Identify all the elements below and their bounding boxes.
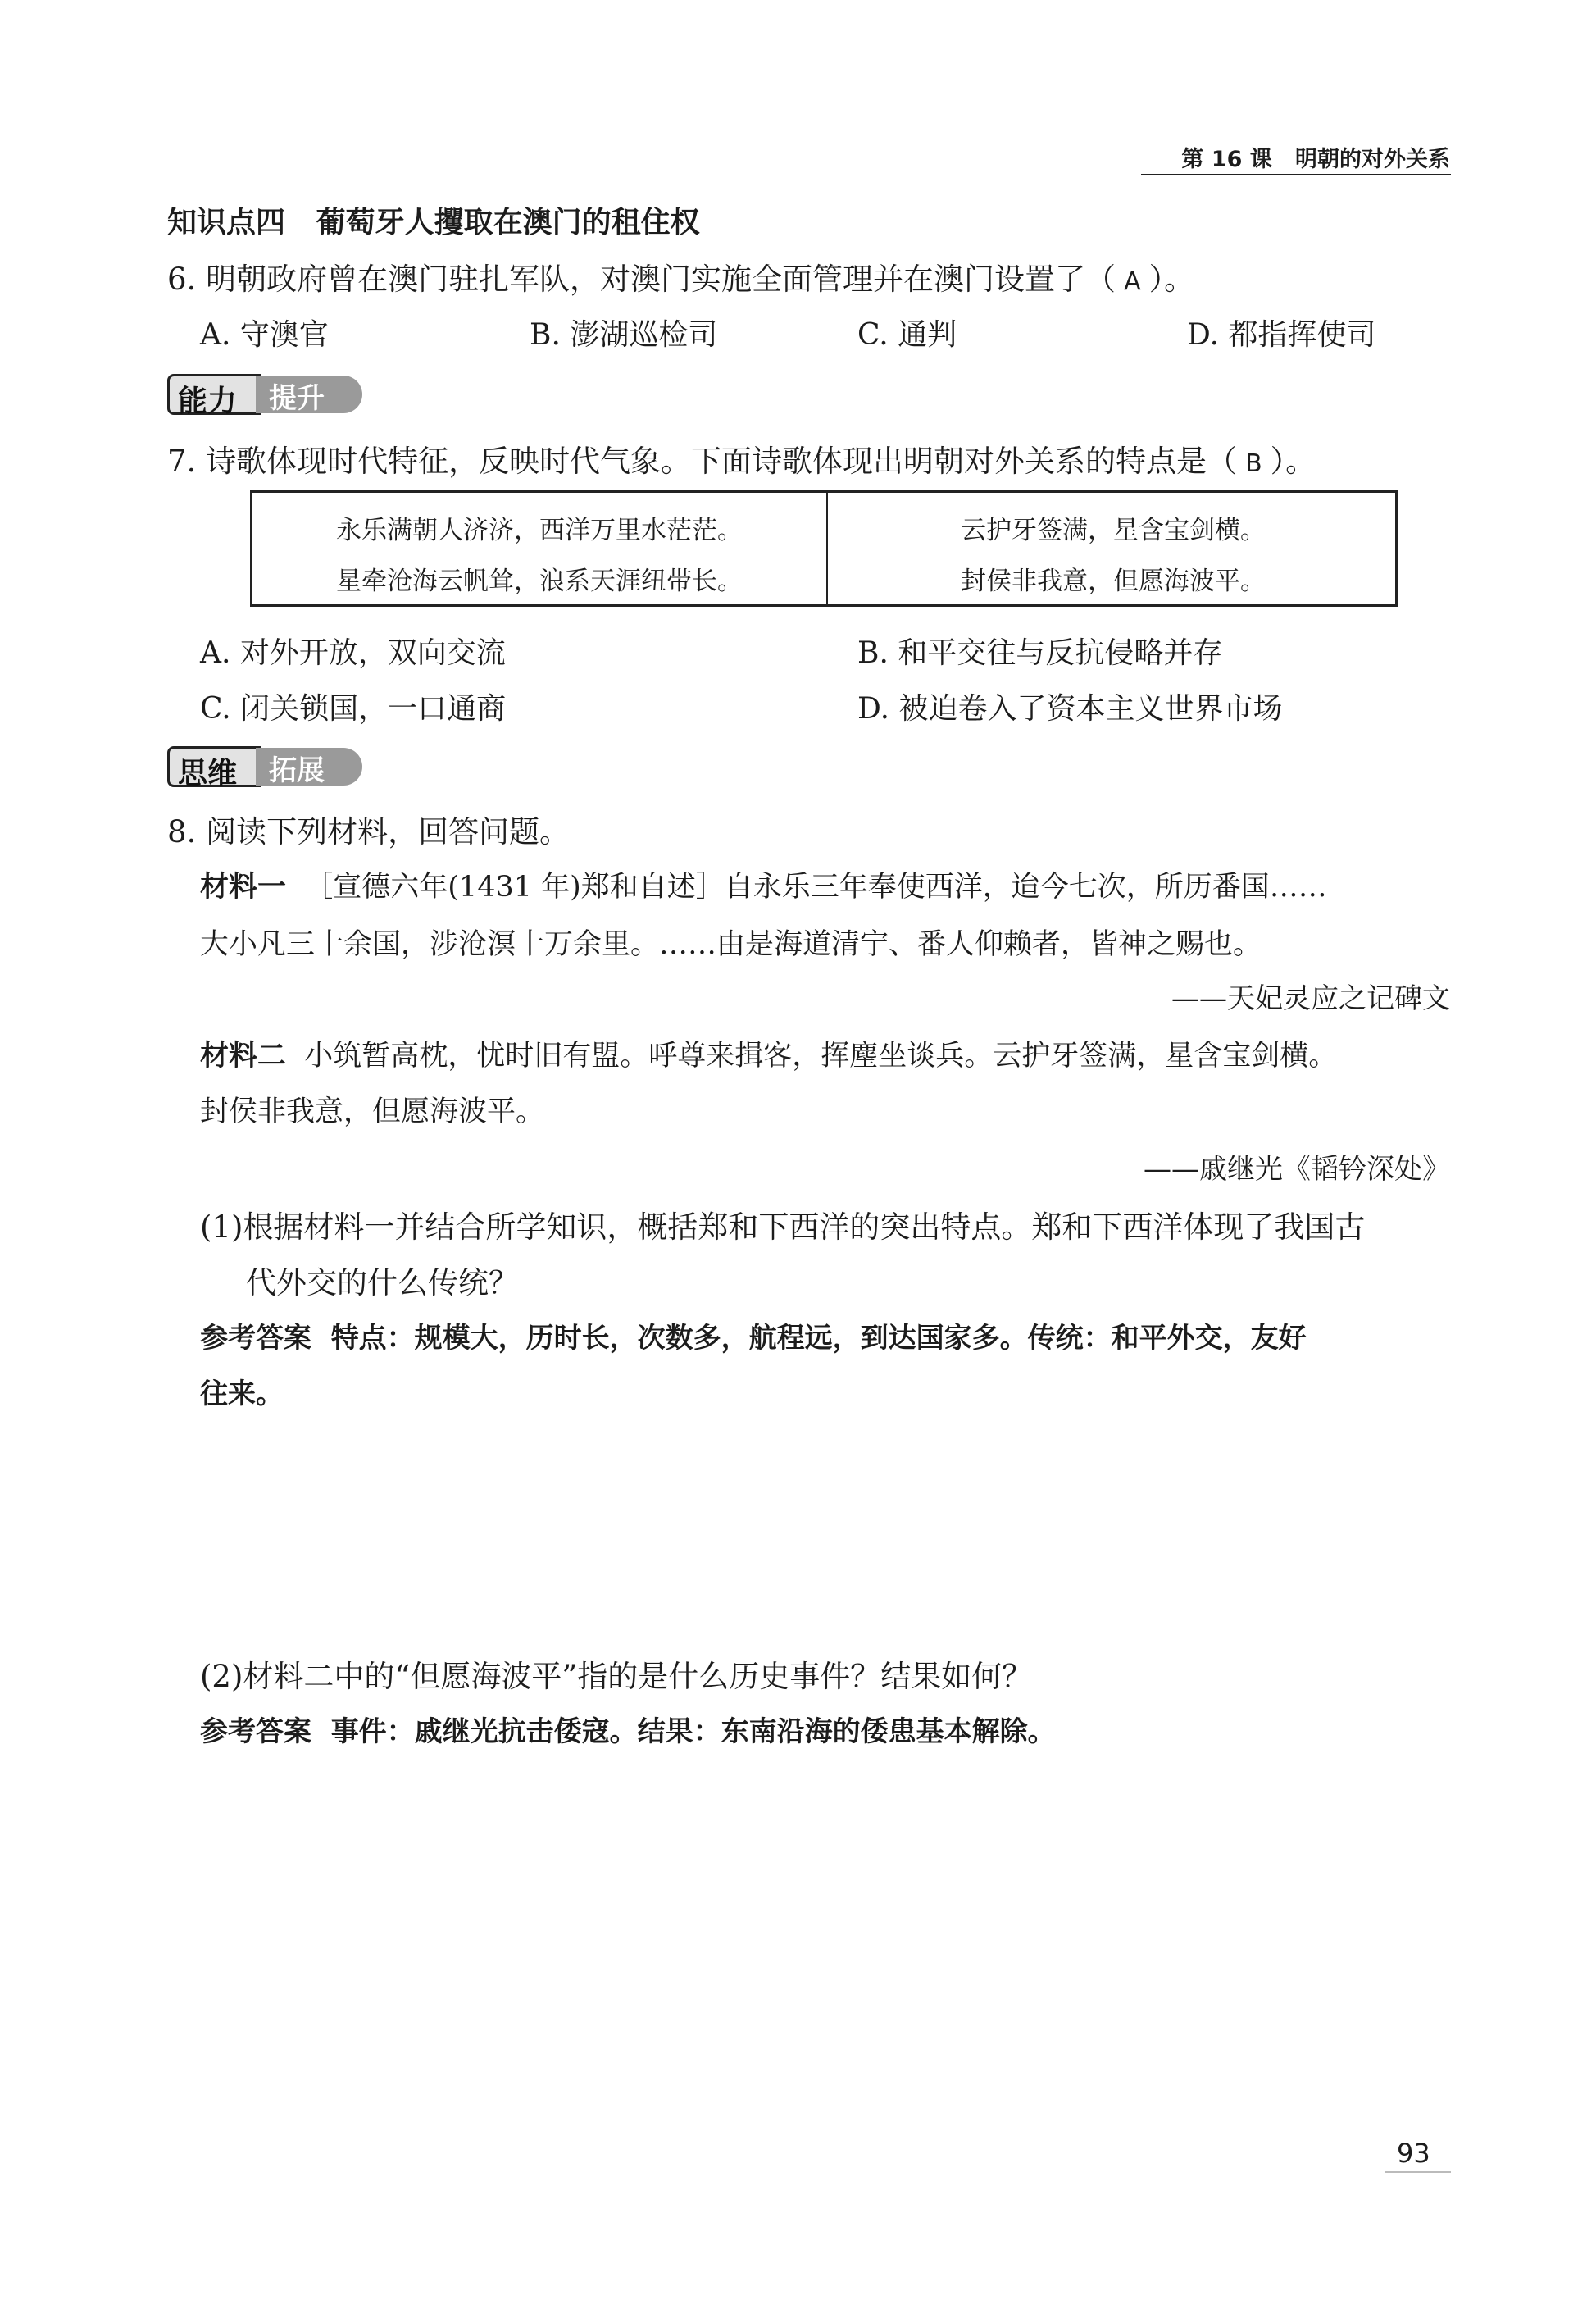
page-number: 93 (1397, 2138, 1430, 2169)
material-1-label: 材料一 (200, 871, 287, 904)
sub-question-2-answer: 参考答案 事件：戚继光抗击倭寇。结果：东南沿海的倭患基本解除。 (200, 1715, 1056, 1748)
question-6-option-b: B. 澎湖巡检司 (530, 318, 718, 352)
poem-table (250, 490, 1398, 607)
poem-right-line-1: 云护牙签满，星含宝剑横。 (961, 516, 1266, 545)
sub-question-1-line-1: (1)根据材料一并结合所学知识，概括郑和下西洋的突出特点。郑和下西洋体现了我国古 (200, 1209, 1366, 1245)
knowledge-point-label: 知识点四 (167, 206, 286, 239)
header-rule (1141, 174, 1451, 175)
question-7-answer: B (1245, 449, 1262, 478)
material-2-label: 材料二 (200, 1040, 287, 1073)
answer-label-2: 参考答案 (200, 1715, 311, 1748)
lesson-number: 第 16 课 (1181, 147, 1272, 172)
poem-left-line-2: 星牵沧海云帆耸，浪系天涯纽带长。 (336, 567, 743, 596)
material-2-line-2: 封侯非我意，但愿海波平。 (200, 1095, 545, 1128)
knowledge-point-heading (167, 199, 700, 241)
question-7-stem: 7. 诗歌体现时代特征，反映时代气象。下面诗歌体现出明朝对外关系的特点是（ B ）。 (167, 444, 1316, 479)
question-6-answer: A (1124, 267, 1141, 296)
question-6-option-d: D. 都指挥使司 (1187, 318, 1376, 352)
sub-question-1-answer-line-1: 参考答案 特点：规模大，历时长，次数多，航程远，到达国家多。传统：和平外交，友好 (200, 1322, 1307, 1355)
question-7-option-c: C. 闭关锁国，一口通商 (200, 692, 507, 726)
question-6-stem: 6. 明朝政府曾在澳门驻扎军队，对澳门实施全面管理并在澳门设置了（ A ）。 (167, 262, 1195, 297)
poem-right-line-2: 封侯非我意，但愿海波平。 (961, 567, 1266, 596)
sub-question-2-line-1: (2)材料二中的“但愿海波平”指的是什么历史事件？结果如何？ (200, 1659, 1033, 1694)
material-2-line-1: 材料二 小筑暂高枕，忧时旧有盟。呼尊来揖客，挥麈坐谈兵。云护牙签满，星含宝剑横。 (200, 1040, 1338, 1073)
question-7-option-a: A. 对外开放，双向交流 (200, 636, 506, 670)
material-1-line-2: 大小凡三十余国，涉沧溟十万余里。……由是海道清宁、番人仰赖者，皆神之赐也。 (200, 928, 1262, 961)
question-7-option-d: D. 被迫卷入了资本主义世界市场 (857, 692, 1283, 726)
question-6-option-c: C. 通判 (857, 318, 957, 352)
question-7-option-b: B. 和平交往与反抗侵略并存 (857, 636, 1223, 670)
sub-question-1-line-2: 代外交的什么传统？ (246, 1265, 519, 1300)
material-1-line-1: 材料一 ［宣德六年(1431 年)郑和自述］自永乐三年奉使西洋，迨今七次，所历番国…… (200, 871, 1327, 904)
material-1-source: ——天妃灵应之记碑文 (1171, 982, 1450, 1015)
page-header (1181, 141, 1450, 173)
question-8-stem: 8. 阅读下列材料，回答问题。 (167, 814, 571, 849)
knowledge-point-title: 葡萄牙人攫取在澳门的租住权 (316, 206, 700, 239)
answer-label-1: 参考答案 (200, 1322, 311, 1355)
sub-question-1-answer-line-2: 往来。 (200, 1378, 284, 1410)
page-number-rule (1385, 2171, 1451, 2173)
poem-left-line-1: 永乐满朝人济济，西洋万里水茫茫。 (336, 516, 743, 545)
lesson-title: 明朝的对外关系 (1295, 147, 1450, 172)
material-2-source: ——戚继光《韬钤深处》 (1144, 1153, 1450, 1186)
question-6-option-a: A. 守澳官 (200, 318, 329, 352)
